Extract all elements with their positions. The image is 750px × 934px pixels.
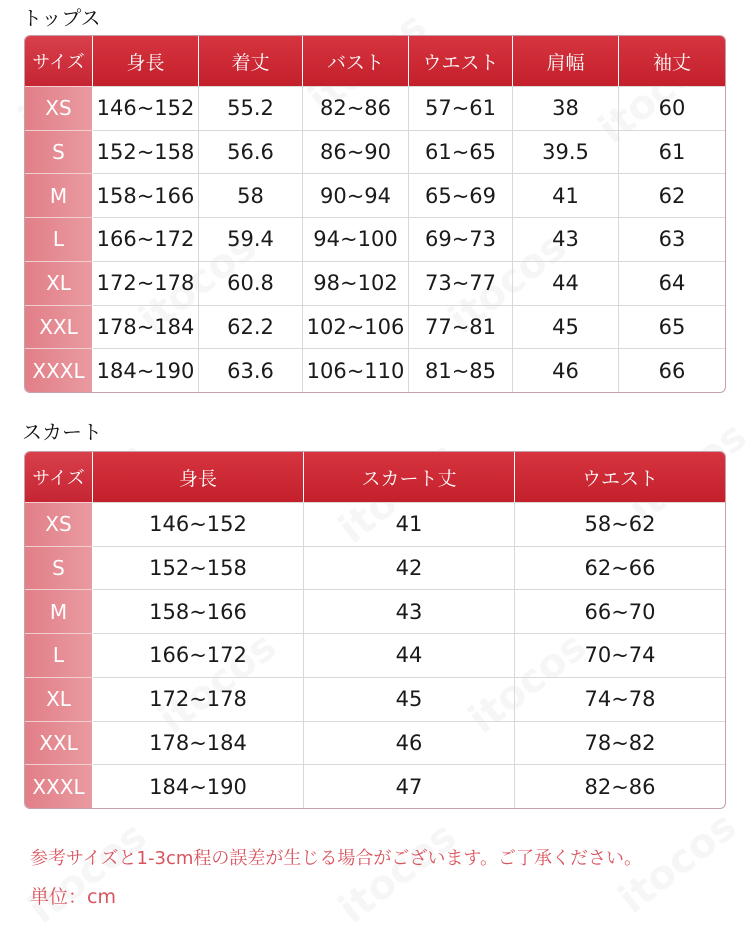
table-row <box>25 305 725 349</box>
table-row <box>25 721 725 765</box>
table-cell: 62~66 <box>515 546 725 590</box>
table-cell: 65 <box>619 305 725 349</box>
size-label-cell: M <box>25 589 93 633</box>
table-cell: 73~77 <box>409 261 513 305</box>
table-cell: 59.4 <box>199 217 303 261</box>
table-cell: 178~184 <box>93 305 199 349</box>
table-cell: 158~166 <box>93 589 304 633</box>
table-cell: 69~73 <box>409 217 513 261</box>
tops-header-bust: バスト <box>303 36 409 86</box>
skirt-header-waist: ウエスト <box>515 452 725 502</box>
table-cell: 98~102 <box>303 261 409 305</box>
tops-header-length: 着丈 <box>199 36 303 86</box>
table-cell: 44 <box>304 633 515 677</box>
skirt-header-size: サイズ <box>25 452 93 502</box>
table-cell: 61~65 <box>409 130 513 174</box>
table-cell: 60.8 <box>199 261 303 305</box>
table-cell: 41 <box>513 173 619 217</box>
table-cell: 102~106 <box>303 305 409 349</box>
table-cell: 41 <box>304 502 515 546</box>
table-row <box>25 589 725 633</box>
table-cell: 90~94 <box>303 173 409 217</box>
table-cell: 62 <box>619 173 725 217</box>
table-cell: 55.2 <box>199 86 303 130</box>
table-cell: 39.5 <box>513 130 619 174</box>
table-row <box>25 261 725 305</box>
watermark-text <box>330 813 465 933</box>
size-disclaimer-note: 参考サイズと1-3cm程の誤差が生じる場合がございます。ご了承ください。 <box>30 848 642 869</box>
table-cell: 106~110 <box>303 348 409 392</box>
table-cell: 57~61 <box>409 86 513 130</box>
tops-section-title: トップス <box>22 6 101 30</box>
table-cell: 146~152 <box>93 86 199 130</box>
table-cell: 47 <box>304 764 515 808</box>
size-label-cell: L <box>25 217 93 261</box>
table-row <box>25 502 725 546</box>
table-cell: 94~100 <box>303 217 409 261</box>
table-row <box>25 348 725 392</box>
table-cell: 64 <box>619 261 725 305</box>
tops-table-body <box>25 86 725 392</box>
skirt-section-title: スカート <box>22 420 102 444</box>
table-cell: 77~81 <box>409 305 513 349</box>
size-label-cell: XXXL <box>25 348 93 392</box>
size-label-cell: M <box>25 173 93 217</box>
table-row <box>25 633 725 677</box>
table-cell: 46 <box>513 348 619 392</box>
table-cell: 172~178 <box>93 677 304 721</box>
tops-header-height: 身長 <box>93 36 199 86</box>
table-cell: 146~152 <box>93 502 304 546</box>
table-cell: 74~78 <box>515 677 725 721</box>
tops-header-shoulder: 肩幅 <box>513 36 619 86</box>
table-row <box>25 677 725 721</box>
table-cell: 58 <box>199 173 303 217</box>
skirt-header-height: 身長 <box>93 452 304 502</box>
table-cell: 66 <box>619 348 725 392</box>
table-cell: 42 <box>304 546 515 590</box>
table-cell: 70~74 <box>515 633 725 677</box>
tops-header-waist: ウエスト <box>409 36 513 86</box>
table-cell: 60 <box>619 86 725 130</box>
table-cell: 63 <box>619 217 725 261</box>
watermark-text <box>20 813 155 933</box>
table-cell: 43 <box>304 589 515 633</box>
table-row <box>25 217 725 261</box>
table-cell: 63.6 <box>199 348 303 392</box>
table-cell: 152~158 <box>93 546 304 590</box>
table-row <box>25 764 725 808</box>
size-label-cell: L <box>25 633 93 677</box>
table-cell: 166~172 <box>93 633 304 677</box>
size-label-cell: XS <box>25 502 93 546</box>
table-cell: 66~70 <box>515 589 725 633</box>
size-label-cell: XXL <box>25 721 93 765</box>
table-cell: 65~69 <box>409 173 513 217</box>
size-label-cell: XXXL <box>25 764 93 808</box>
skirt-header-length: スカート丈 <box>304 452 515 502</box>
table-cell: 178~184 <box>93 721 304 765</box>
table-cell: 61 <box>619 130 725 174</box>
table-row <box>25 130 725 174</box>
tops-header-size: サイズ <box>25 36 93 86</box>
tops-header-row <box>25 36 725 86</box>
table-cell: 45 <box>513 305 619 349</box>
table-cell: 58~62 <box>515 502 725 546</box>
table-cell: 158~166 <box>93 173 199 217</box>
table-cell: 184~190 <box>93 764 304 808</box>
table-cell: 56.6 <box>199 130 303 174</box>
table-cell: 152~158 <box>93 130 199 174</box>
tops-header-sleeve: 袖丈 <box>619 36 725 86</box>
table-cell: 45 <box>304 677 515 721</box>
table-cell: 172~178 <box>93 261 199 305</box>
table-row <box>25 86 725 130</box>
table-cell: 38 <box>513 86 619 130</box>
size-label-cell: S <box>25 546 93 590</box>
table-cell: 78~82 <box>515 721 725 765</box>
skirt-size-table <box>24 451 726 809</box>
size-label-cell: XL <box>25 677 93 721</box>
table-cell: 82~86 <box>303 86 409 130</box>
skirt-header-row <box>25 452 725 502</box>
unit-label: 単位：cm <box>30 886 116 908</box>
size-label-cell: XL <box>25 261 93 305</box>
table-cell: 44 <box>513 261 619 305</box>
size-label-cell: XS <box>25 86 93 130</box>
table-cell: 43 <box>513 217 619 261</box>
skirt-table-body <box>25 502 725 808</box>
table-cell: 62.2 <box>199 305 303 349</box>
table-cell: 46 <box>304 721 515 765</box>
table-cell: 82~86 <box>515 764 725 808</box>
table-row <box>25 546 725 590</box>
table-cell: 81~85 <box>409 348 513 392</box>
size-label-cell: S <box>25 130 93 174</box>
tops-size-table <box>24 35 726 393</box>
size-label-cell: XXL <box>25 305 93 349</box>
table-cell: 86~90 <box>303 130 409 174</box>
table-cell: 184~190 <box>93 348 199 392</box>
table-cell: 166~172 <box>93 217 199 261</box>
table-row <box>25 173 725 217</box>
